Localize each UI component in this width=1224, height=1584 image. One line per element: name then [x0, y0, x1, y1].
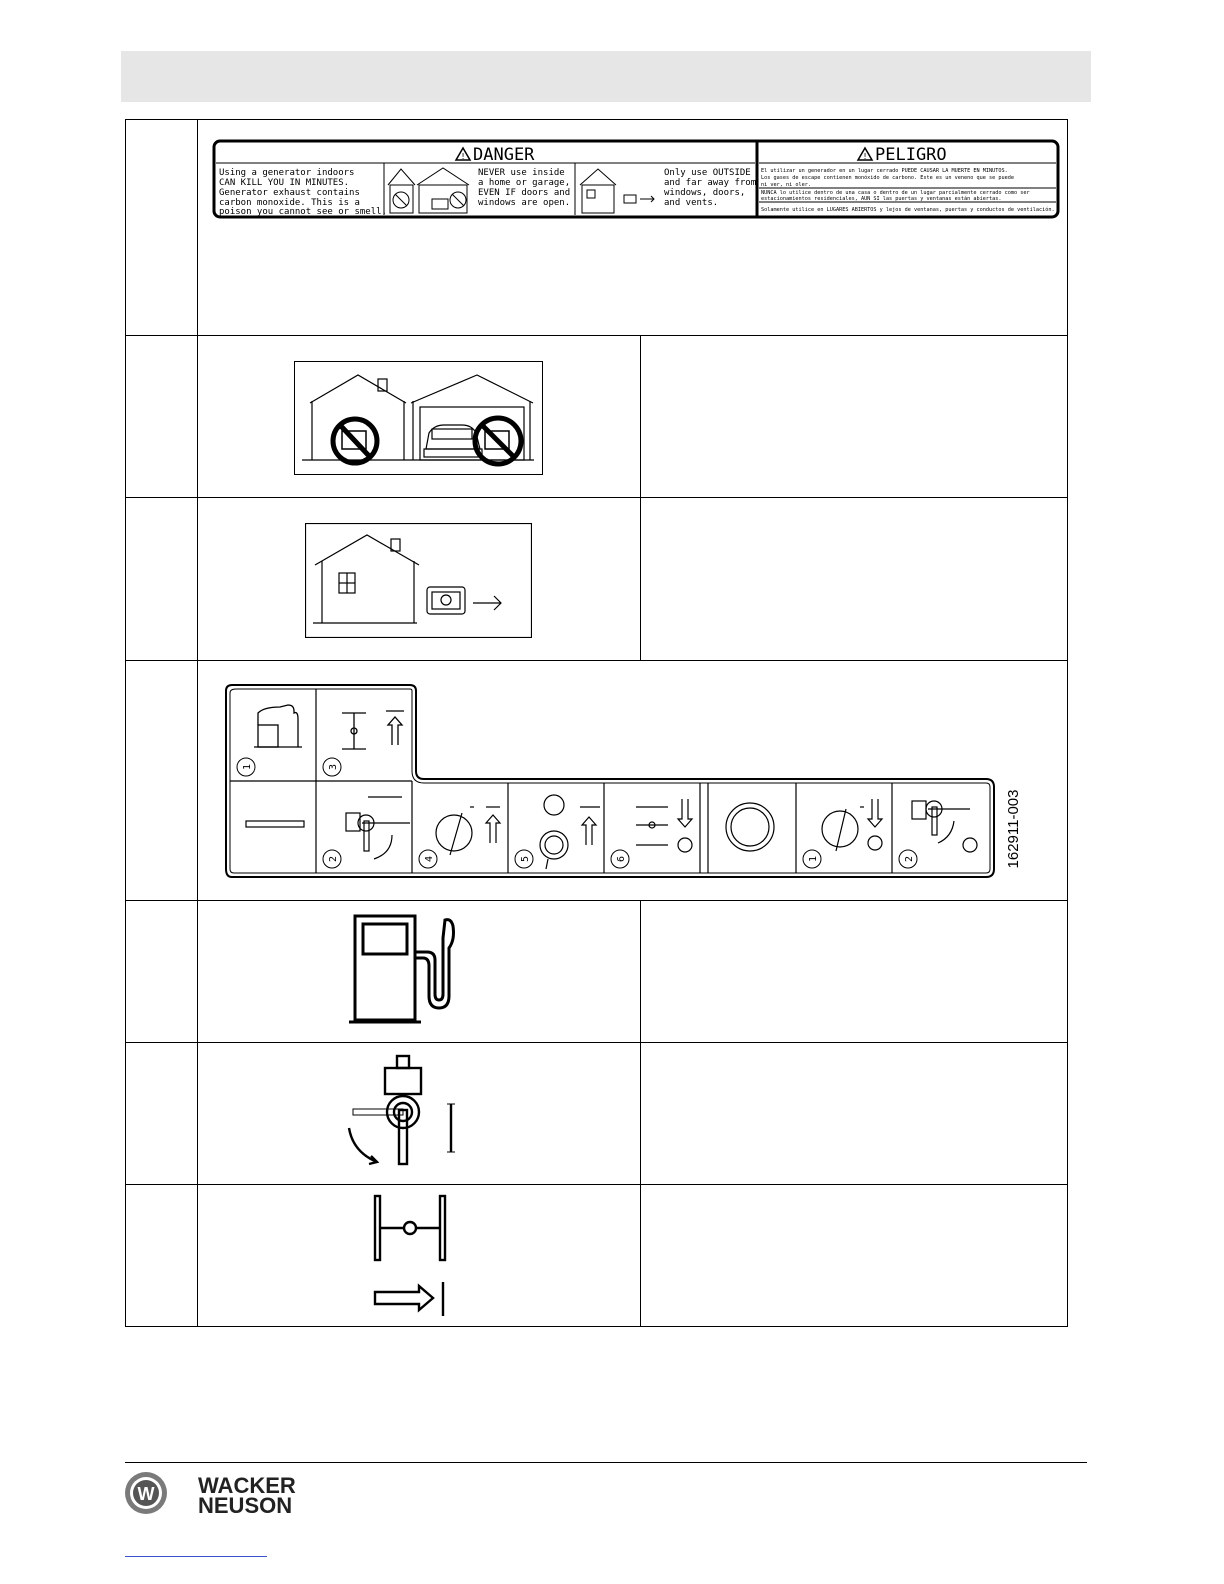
- svg-text:a home or garage,: a home or garage,: [478, 178, 571, 188]
- danger-label: [212, 139, 1060, 219]
- svg-text:Using a generator indoors: Using a generator indoors: [219, 168, 355, 178]
- row-divider: [126, 900, 1067, 901]
- svg-text:W: W: [137, 1484, 155, 1504]
- svg-text:carbon monoxide. This is a: carbon monoxide. This is a: [219, 198, 360, 208]
- badge: 2: [328, 855, 339, 863]
- svg-text:Only use OUTSIDE: Only use OUTSIDE: [664, 168, 751, 178]
- badge: 2: [904, 855, 915, 863]
- svg-text:Generator exhaust contains: Generator exhaust contains: [219, 188, 360, 198]
- brand-logo-text: [198, 1473, 296, 1518]
- brand-line-1: WACKER: [198, 1473, 296, 1498]
- svg-text:NUNCA lo utilice dentro de una: NUNCA lo utilice dentro de una casa o dentro de un lugar parcialmente cerrado como ser: [761, 190, 1030, 196]
- row-divider: [126, 1042, 1067, 1043]
- row-divider: [126, 497, 1067, 498]
- svg-text:!: !: [460, 152, 466, 161]
- svg-text:poison you cannot see or smell: poison you cannot see or smell.: [219, 207, 387, 217]
- svg-text:and vents.: and vents.: [664, 198, 719, 208]
- fuel-pump-icon: [347, 908, 467, 1028]
- svg-text:estacionamientos residenciales: estacionamientos residenciales, AUN SI las puertas y ventanas están abiertas.: [761, 196, 1002, 202]
- row-divider: [126, 660, 1067, 661]
- badge: 1: [242, 763, 253, 771]
- svg-text:EVEN IF doors and: EVEN IF doors and: [478, 188, 571, 198]
- svg-text:NEVER use inside: NEVER use inside: [478, 168, 565, 178]
- footer-divider: [125, 1462, 1087, 1463]
- svg-text:Solamente utilice en LUGARES A: Solamente utilice en LUGARES ABIERTOS y lejos de ventanas, puertas y conductos de ventilación.: [761, 207, 1055, 213]
- badge: 6: [616, 855, 627, 863]
- svg-text:ni ver, ni oler.: ni ver, ni oler.: [761, 182, 811, 188]
- badge: 4: [424, 855, 435, 863]
- column-divider-mid-a: [640, 335, 641, 661]
- svg-text:and far away from: and far away from: [664, 178, 757, 188]
- part-number: 162911-003: [1005, 789, 1022, 869]
- column-divider-left: [197, 120, 198, 1326]
- badge: 3: [328, 763, 339, 771]
- link-underline[interactable]: [125, 1556, 267, 1557]
- danger-title: DANGER: [473, 145, 535, 165]
- control-panel-label: [224, 683, 1024, 881]
- fuel-valve-icon: [365, 1190, 465, 1320]
- brand-line-2: NEUSON: [198, 1493, 293, 1518]
- svg-text:El utilizar un generador en un: El utilizar un generador en un lugar cerrado PUEDE CAUSAR LA MUERTE EN MINUTOS.: [761, 168, 1008, 174]
- column-divider-mid-b: [640, 900, 641, 1326]
- svg-text:!: !: [862, 152, 868, 161]
- row-divider: [126, 335, 1067, 336]
- badge: 5: [520, 855, 531, 863]
- choke-lever-icon: [335, 1052, 465, 1172]
- wacker-neuson-emblem: [124, 1471, 168, 1515]
- svg-text:windows are open.: windows are open.: [478, 198, 571, 208]
- no-indoor-use-pictogram: [294, 361, 543, 476]
- outside-use-pictogram: [305, 523, 532, 638]
- svg-text:windows, doors,: windows, doors,: [664, 188, 746, 198]
- peligro-title: PELIGRO: [875, 145, 947, 165]
- svg-text:CAN KILL YOU IN MINUTES.: CAN KILL YOU IN MINUTES.: [219, 178, 350, 188]
- badge: 1: [808, 855, 819, 863]
- row-divider: [126, 1184, 1067, 1185]
- page-header-bar: [121, 51, 1091, 102]
- svg-text:Los gases de escape contienen: Los gases de escape contienen monóxido de carbono. Este es un veneno que se puede: [761, 175, 1014, 181]
